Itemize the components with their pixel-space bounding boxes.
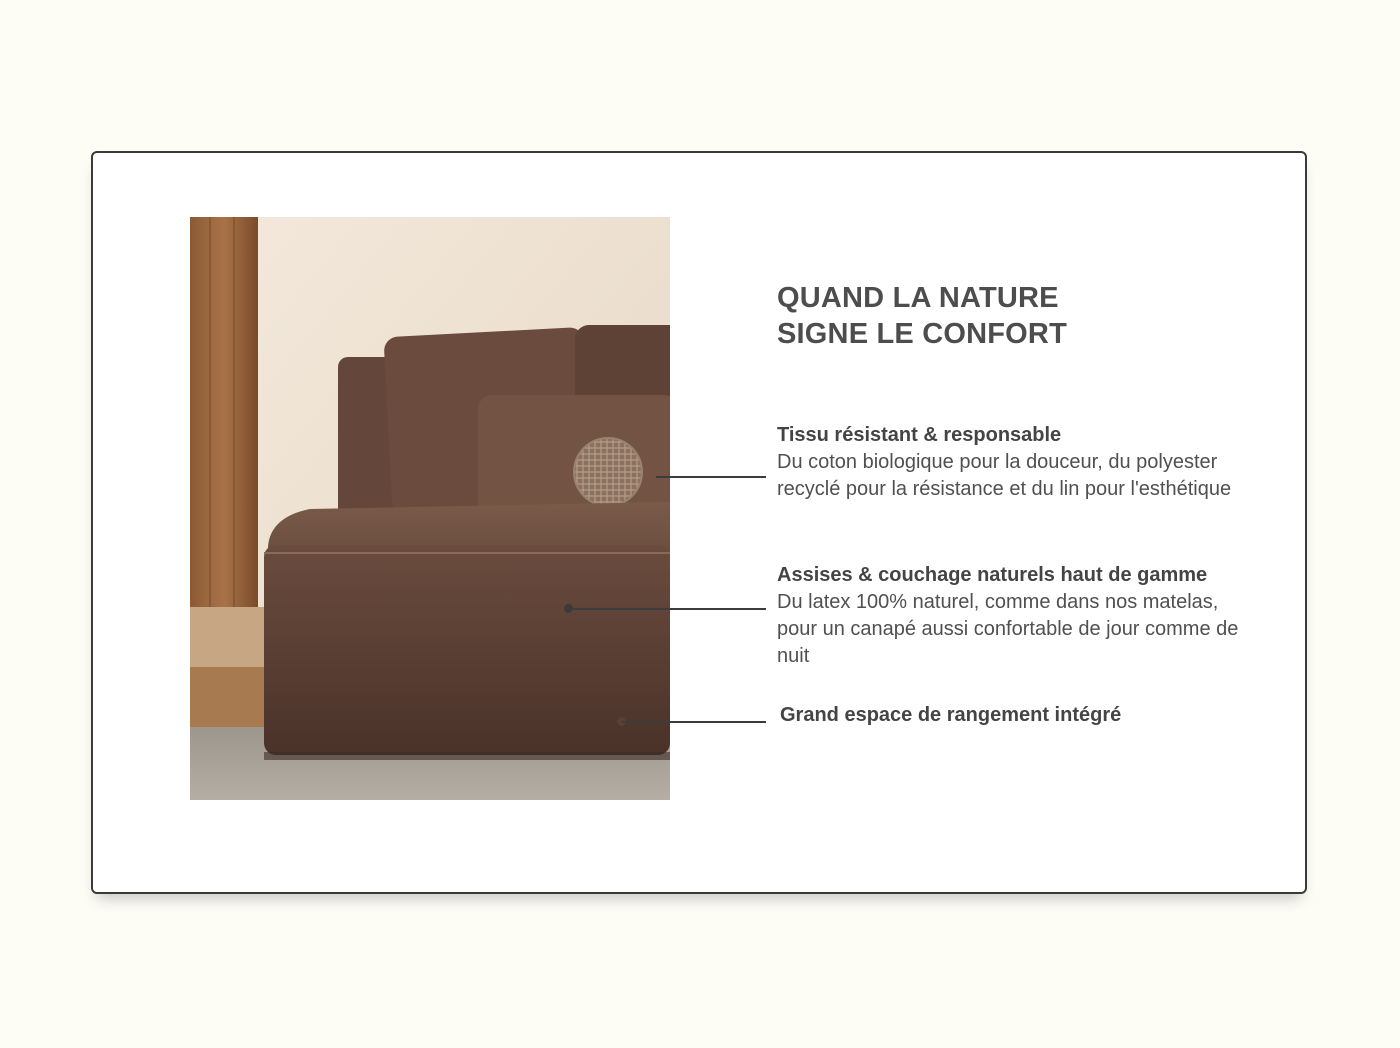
- callout-line-storage: [622, 721, 766, 723]
- panel-title: [777, 280, 1067, 352]
- feature-heading: Grand espace de rangement intégré: [780, 704, 1122, 726]
- sofa-photo: [190, 217, 670, 800]
- feature-description: Du latex 100% naturel, comme dans nos matelas, pour un canapé aussi confortable de jour comme de nuit: [777, 591, 1239, 667]
- callout-line-fabric: [656, 476, 766, 478]
- title-line-2: SIGNE LE CONFORT: [777, 318, 1067, 350]
- title-line-1: QUAND LA NATURE: [777, 282, 1059, 314]
- feature-seating: [777, 562, 1277, 670]
- feature-fabric: [777, 422, 1277, 503]
- feature-heading: Assises & couchage naturels haut de gamme: [777, 564, 1208, 586]
- feature-description: Du coton biologique pour la douceur, du polyester recyclé pour la résistance et du lin pour l'esthétique: [777, 451, 1232, 500]
- feature-storage: [780, 702, 1280, 729]
- feature-heading: Tissu résistant & responsable: [777, 424, 1062, 446]
- callout-line-seat: [571, 608, 766, 610]
